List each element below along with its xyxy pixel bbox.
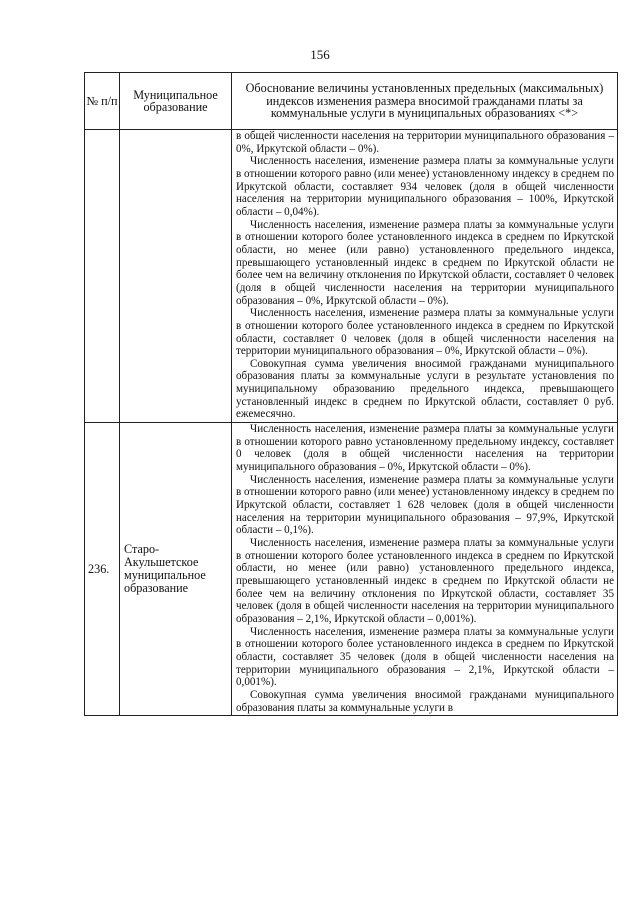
justification-paragraph: Численность населения, изменение размера платы за коммунальные услуги в отношении которого равно установленному предельному индексу, составляет 0 человек (доля в общей численности населения на территории муниципального образования – 0%, Иркутской области – 0%).	[236, 423, 614, 474]
header-municipality: Муниципальное образование	[120, 73, 232, 130]
justification-paragraph: Численность населения, изменение размера платы за коммунальные услуги в отношении которого равно (или менее) установленному индексу в среднем по Иркутской области, составляет 934 человек (доля в общей численности населения на территории муниципального образования – 100%, Иркутской области – 0,04%).	[236, 155, 614, 218]
row-number-cell	[85, 130, 120, 423]
table-header-row	[85, 73, 618, 130]
row-municipality-cell	[120, 130, 232, 423]
justification-paragraph: Совокупная сумма увеличения вносимой гражданами муниципального образования платы за коммунальные услуги в результате установления по муниципальному образованию предельного индекса, превышающего установленный индекс в среднем по Иркутской области, составляет 0 руб. ежемесячно.	[236, 357, 614, 421]
tariff-index-table	[84, 72, 618, 716]
justification-paragraph: Численность населения, изменение размера платы за коммунальные услуги в отношении которого более установленного индекса в среднем по Иркутской области, составляет 35 человек (доля в общей численности населения на территории муниципального образования – 2,1%, Иркутской области – 0,001%).	[236, 625, 614, 689]
justification-paragraph: Численность населения, изменение размера платы за коммунальные услуги в отношении которого более установленного индекса в среднем по Иркутской области, составляет 0 человек (доля в общей численности населения на территории муниципального образования – 0%, Иркутской области – 0%).	[236, 307, 614, 358]
header-number: № п/п	[85, 73, 120, 130]
justification-paragraph: Численность населения, изменение размера платы за коммунальные услуги в отношении которого более установленного индекса в среднем по Иркутской области, но менее (или равно) установленного предельного индекса, превышающего установленный индекс в среднем по Иркутской области не более чем на величину отклонения по Иркутской области, составляет 0 человек (доля в общей численности населения на территории муниципального образования – 0%, Иркутской области – 0%).	[236, 218, 614, 307]
justification-paragraph: Численность населения, изменение размера платы за коммунальные услуги в отношении которого равно (или менее) установленному индексу в среднем по Иркутской области, составляет 1 628 человек (доля в общей численности населения на территории муниципального образования – 97,9%, Иркутской области – 0,1%).	[236, 473, 614, 537]
justification-paragraph: в общей численности населения на территории муниципального образования – 0%, Иркутской области – 0%).	[236, 130, 614, 155]
justification-paragraph: Численность населения, изменение размера платы за коммунальные услуги в отношении которого более установленного индекса в среднем по Иркутской области, но менее (или равно) установленного предельного индекса, превышающего установленный индекс в среднем по Иркутской области не более чем на величину отклонения по Иркутской области, составляет 35 человек (доля в общей численности населения на территории муниципального образования – 2,1%, Иркутской области – 0,001%).	[236, 537, 614, 625]
header-justification: Обоснование величины установленных предельных (максимальных) индексов изменения размера вносимой гражданами платы за коммунальные услуги в муниципальных образованиях <*>	[232, 73, 618, 130]
page-number: 156	[310, 47, 330, 62]
table-row	[85, 130, 618, 423]
justification-paragraph: Совокупная сумма увеличения вносимой гражданами муниципального образования платы за коммунальные услуги в	[236, 688, 614, 714]
table-row	[85, 423, 618, 716]
row-justification-cell	[232, 423, 618, 716]
row-municipality-cell: Старо-Акульшетское муниципальное образование	[120, 423, 232, 716]
row-justification-cell	[232, 130, 618, 423]
row-number-cell: 236.	[85, 423, 120, 716]
